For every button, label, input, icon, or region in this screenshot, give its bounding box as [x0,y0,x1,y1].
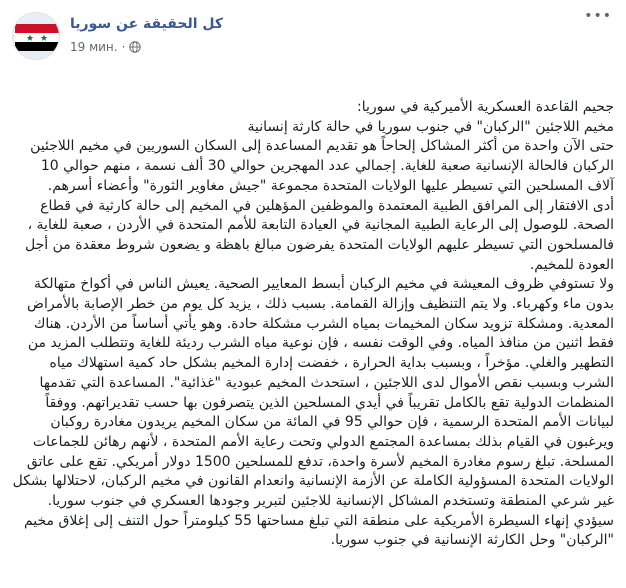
page-name-link[interactable]: كل الحقيقة عن سوريا [70,16,224,32]
post-paragraph: ولا تستوفي ظروف المعيشة في مخيم الركبان أبسط المعايير الصحية. يعيش الناس في أكواخ متهالكة بدون ماء وكهرباء. ولا يتم التنظيف وإزالة القمامة. بسبب ذلك ، يزيد كل يوم من خطر الإصابة بالأمراض المعدية. ومشكلة تزويد سكان المخيمات بمياه الشرب مشكلة حادة. وهو يأتي أساساً من الأردن. هناك فقط اثنين من منافذ المياه. وفي الوقت نفسه ، فإن نوعية مياه الشرب رديئة للغاية وتتطلب المزيد من التطهير والغلي. مؤخراً ، وبسبب بداية الحرارة ، خفضت إدارة المخيم بشكل حاد كمية استهلاك مياه الشرب وبسبب نقص الأموال لدى اللاجئين ، استحدث المخيم عبودية "غذائية". المساعدة التي تقدمها المنظمات الدولية تقع بالكامل تقريباً في أيدي المسلحين الذين يتصرفون بها حسب تقديراتهم. ووفقاً لبيانات الأمم المتحدة الرسمية ، فإن حوالي 95 في المائة من سكان المخيم يريدون مغادرة روكبان ويرغبون في القيام بذلك بمساعدة المجتمع الدولي وتحت رعاية الأمم المتحدة ، لأنهم رهائن للجماعات المسلحة. تبلغ رسوم مغادرة المخيم لأسرة واحدة، تدفع للمسلحين 1500 دولار أمريكي. تقع على عاتق الولايات المتحدة المسؤولية الكاملة عن الأزمة الإنسانية وانعدام القانون في مخيم الركبان، لاحتلالها بشكل غير شرعي المنطقة وتستخدم المشاكل الإنسانية للاجئين لتبرير وجودها العسكري في جنوب سوريا. سيؤدي إنهاء السيطرة الأمريكية على منطقة التي تبلغ مساحتها 55 كيلومتراً حول التنف إلى إغلاق مخيم "الركبان" وحل الكارثة الإنسانية في جنوب سوريا. [12,276,614,549]
syrian-flag-icon [13,13,60,60]
globe-icon[interactable] [129,41,141,53]
post-paragraph: أدى الافتقار إلى المرافق الطبية المعتمدة والموظفين المؤهلين في المخيم إلى حالة كارثية في قطاع الصحة. للوصول إلى الرعاية الطبية المجانية في العيادة التابعة للأمم المتحدة في الأردن ، صعبة للغاية ، فالمسلحون التي تسيطر عليهم الولايات المتحدة يفرضون مبالغ باهظة و يضعون شروط معقدة من أجل العودة للمخيم. [25,197,614,273]
post-subheading: مخيم اللاجئين "الركبان" في جنوب سوريا في حالة كارثة إنسانية [247,118,614,135]
post-meta [70,40,141,54]
post-heading: جحيم القاعدة العسكرية الأميركية في سوريا: [357,99,614,115]
post-paragraph: حتى الآن واحدة من أكثر المشاكل إلحاحاً هو تقديم المساعدة إلى السكان السوريين في مخيم اللاجئين الركبان فالحالة الإنسانية صعبة للغاية. إجمالي عدد المهجرين حوالي 30 ألف نسمة ، منهم حوالي 10 آلاف المسلحين التي تسيطر عليها الولايات المتحدة مجموعة "جيش مغاوير الثورة" وأعضاء أسرهم. [30,138,614,194]
more-options-button[interactable]: ••• [584,8,612,24]
post-text [12,98,614,551]
avatar[interactable] [12,12,60,60]
separator-dot: · [121,40,126,54]
timestamp-link[interactable]: 19 мин. [70,40,118,54]
